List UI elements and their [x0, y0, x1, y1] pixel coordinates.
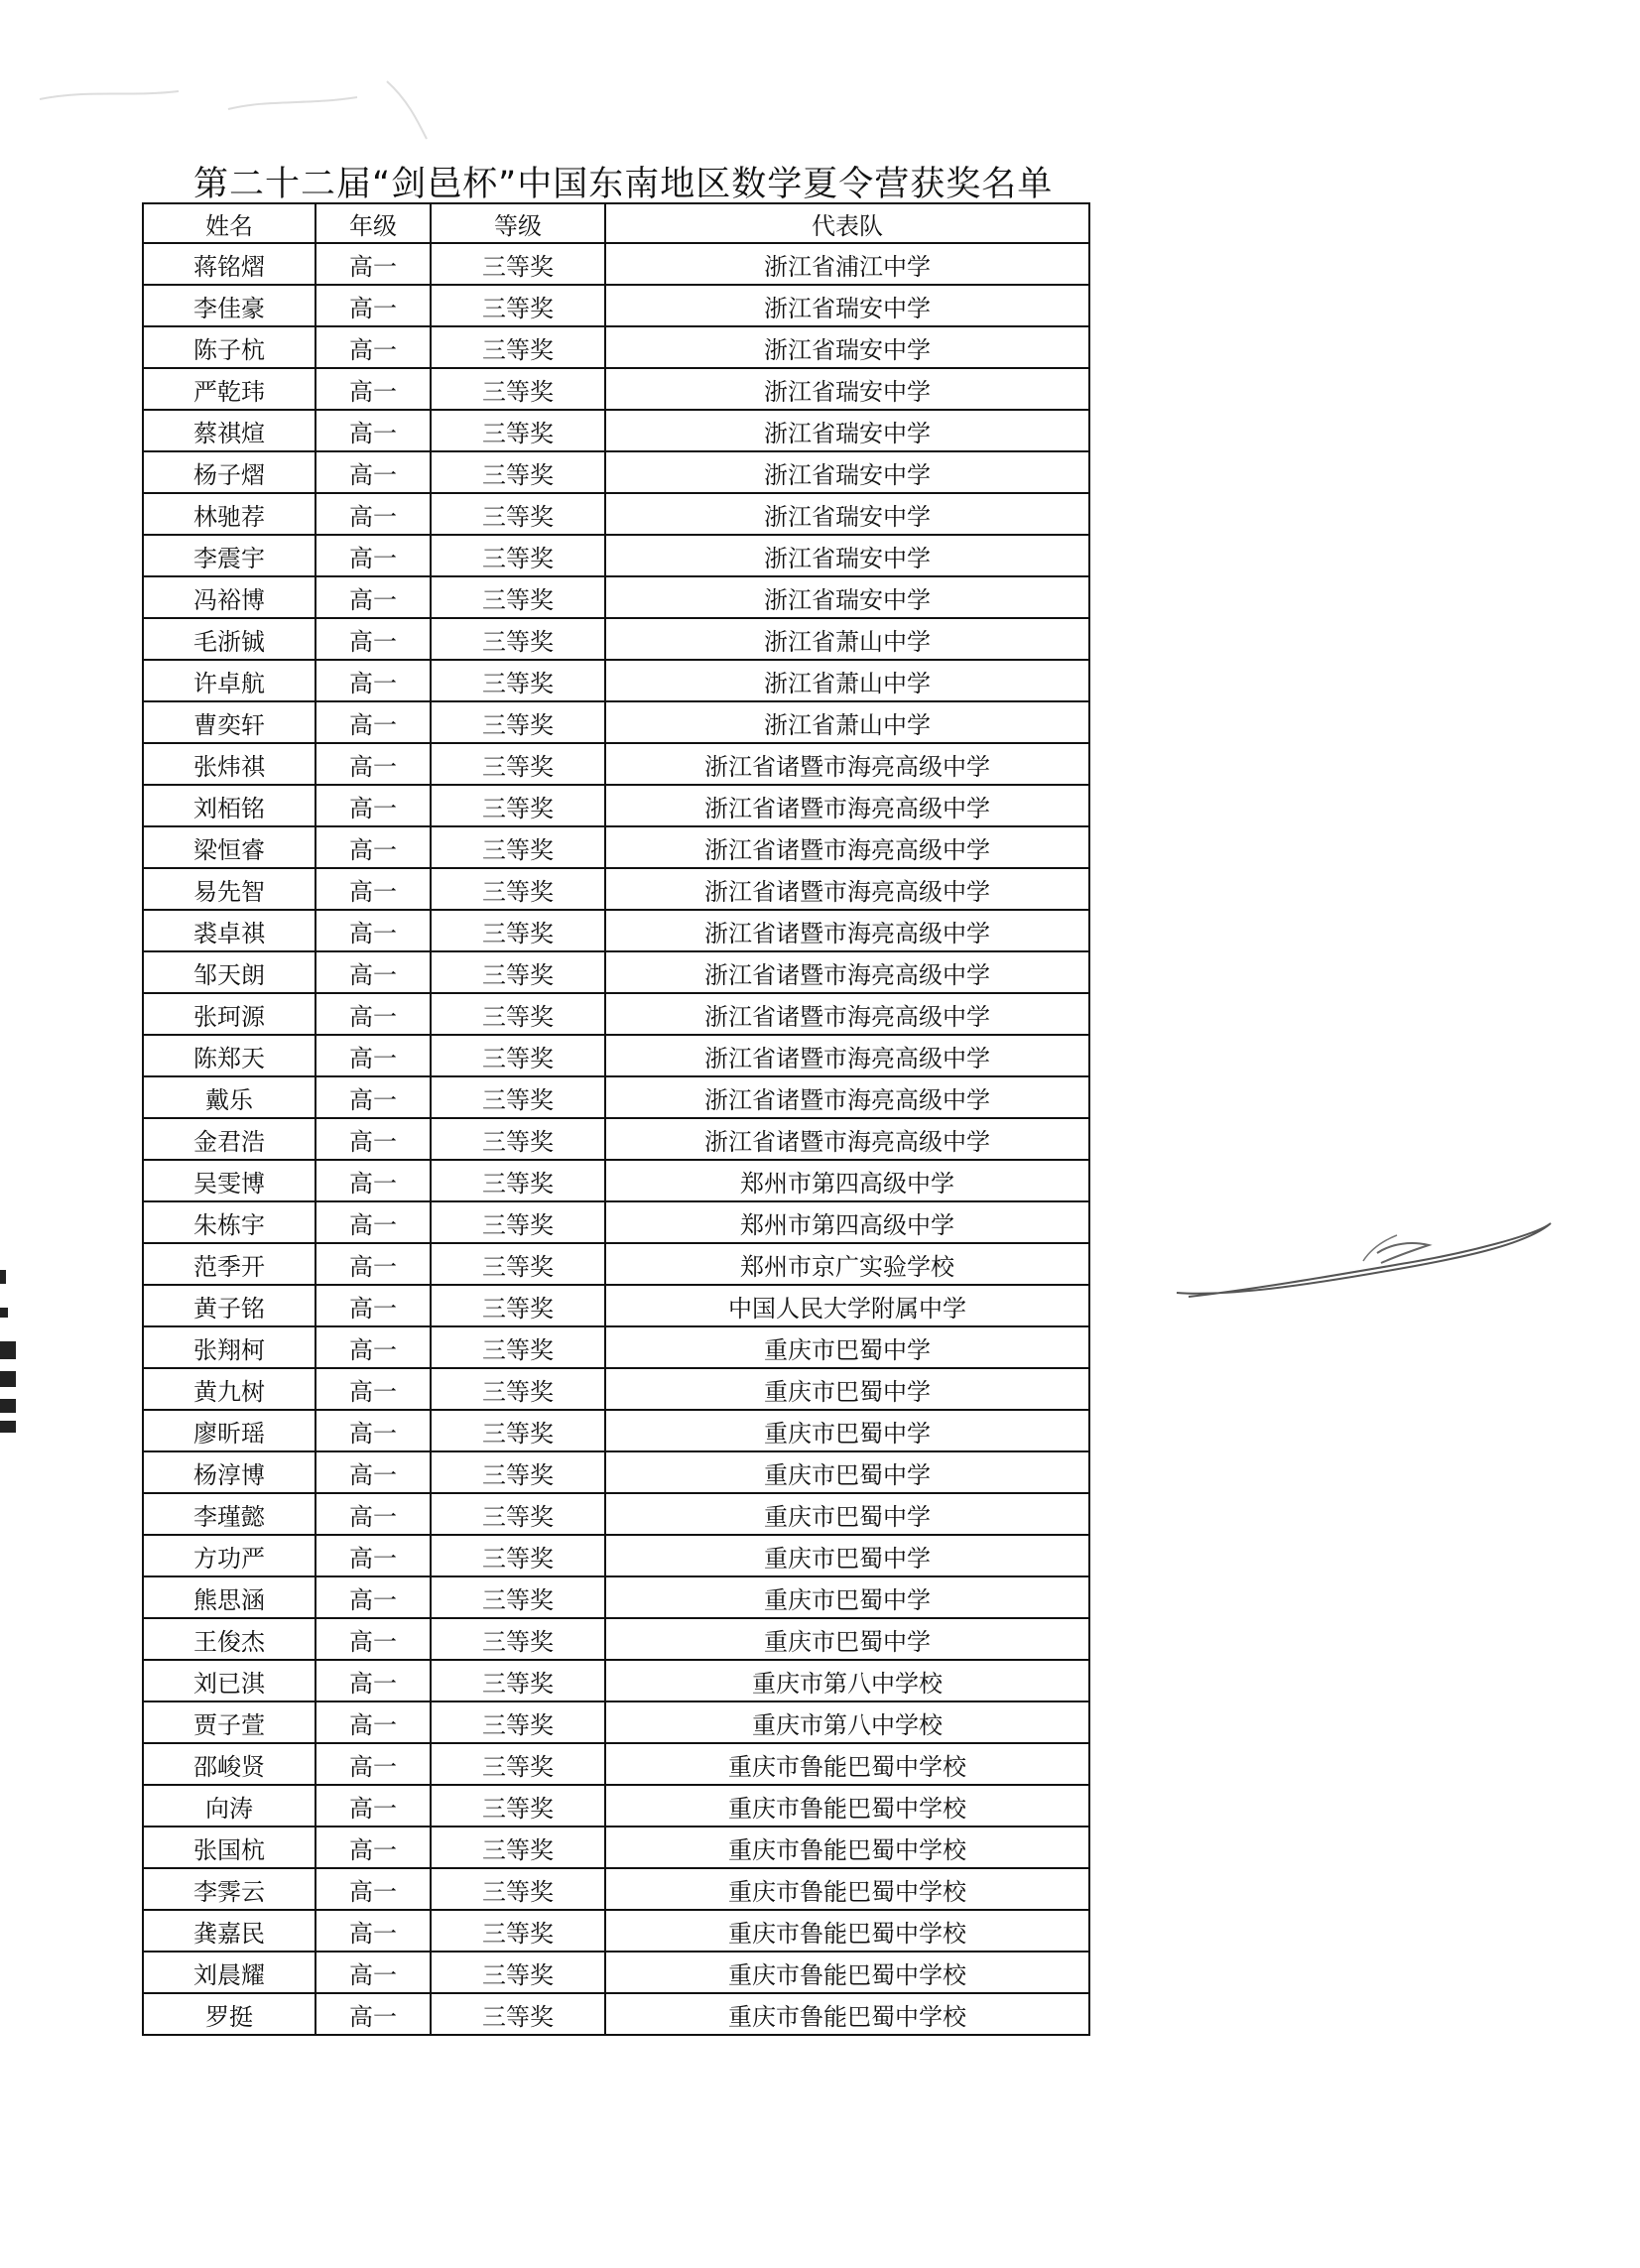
- table-row: [143, 1701, 1089, 1743]
- cell-level: 三等奖: [431, 1660, 605, 1701]
- cell-grade: 高一: [315, 1035, 431, 1076]
- cell-name: 张翔柯: [143, 1326, 315, 1368]
- table-row: [143, 1785, 1089, 1827]
- cell-name: 刘晨耀: [143, 1952, 315, 1993]
- cell-name: 黄子铭: [143, 1285, 315, 1326]
- cell-level: 三等奖: [431, 368, 605, 410]
- cell-level: 三等奖: [431, 1868, 605, 1910]
- cell-name: 张国杭: [143, 1827, 315, 1868]
- table-row: [143, 1201, 1089, 1243]
- scan-edge-mark: [0, 1341, 16, 1359]
- cell-name: 蔡祺煊: [143, 410, 315, 451]
- cell-team: 浙江省诸暨市海亮高级中学: [605, 868, 1089, 910]
- cell-grade: 高一: [315, 1326, 431, 1368]
- cell-name: 龚嘉民: [143, 1910, 315, 1952]
- cell-level: 三等奖: [431, 243, 605, 285]
- cell-level: 三等奖: [431, 910, 605, 951]
- cell-level: 三等奖: [431, 1576, 605, 1618]
- cell-team: 重庆市鲁能巴蜀中学校: [605, 1868, 1089, 1910]
- cell-name: 熊思涵: [143, 1576, 315, 1618]
- cell-team: 重庆市巴蜀中学: [605, 1326, 1089, 1368]
- scan-edge-mark: [0, 1270, 6, 1284]
- cell-grade: 高一: [315, 1743, 431, 1785]
- cell-grade: 高一: [315, 826, 431, 868]
- table-row: [143, 868, 1089, 910]
- cell-level: 三等奖: [431, 1160, 605, 1201]
- cell-team: 重庆市鲁能巴蜀中学校: [605, 1993, 1089, 2035]
- cell-name: 杨子熠: [143, 451, 315, 493]
- cell-level: 三等奖: [431, 826, 605, 868]
- cell-grade: 高一: [315, 243, 431, 285]
- cell-grade: 高一: [315, 1243, 431, 1285]
- cell-team: 重庆市巴蜀中学: [605, 1576, 1089, 1618]
- cell-level: 三等奖: [431, 1993, 605, 2035]
- cell-level: 三等奖: [431, 1118, 605, 1160]
- cell-name: 李佳豪: [143, 285, 315, 326]
- cell-team: 重庆市巴蜀中学: [605, 1368, 1089, 1410]
- cell-grade: 高一: [315, 1076, 431, 1118]
- cell-grade: 高一: [315, 1910, 431, 1952]
- cell-name: 毛浙铖: [143, 618, 315, 660]
- cell-level: 三等奖: [431, 1827, 605, 1868]
- scan-edge-mark: [0, 1421, 16, 1433]
- cell-level: 三等奖: [431, 451, 605, 493]
- cell-name: 廖昕瑶: [143, 1410, 315, 1451]
- cell-team: 浙江省诸暨市海亮高级中学: [605, 743, 1089, 785]
- table-row: [143, 701, 1089, 743]
- table-row: [143, 1618, 1089, 1660]
- cell-grade: 高一: [315, 910, 431, 951]
- cell-level: 三等奖: [431, 1285, 605, 1326]
- table-row: [143, 493, 1089, 535]
- table-row: [143, 285, 1089, 326]
- cell-grade: 高一: [315, 535, 431, 576]
- cell-grade: 高一: [315, 743, 431, 785]
- cell-name: 林驰荐: [143, 493, 315, 535]
- cell-name: 裘卓祺: [143, 910, 315, 951]
- cell-name: 严乾玮: [143, 368, 315, 410]
- cell-name: 邹天朗: [143, 951, 315, 993]
- cell-name: 朱栋宇: [143, 1201, 315, 1243]
- table-row: [143, 1035, 1089, 1076]
- cell-name: 蒋铭熠: [143, 243, 315, 285]
- cell-team: 浙江省诸暨市海亮高级中学: [605, 993, 1089, 1035]
- cell-team: 浙江省瑞安中学: [605, 576, 1089, 618]
- cell-level: 三等奖: [431, 285, 605, 326]
- scan-edge-mark: [0, 1399, 16, 1413]
- cell-name: 李震宇: [143, 535, 315, 576]
- table-row: [143, 243, 1089, 285]
- signature-mark: [1169, 1205, 1566, 1315]
- cell-team: 浙江省萧山中学: [605, 701, 1089, 743]
- cell-name: 许卓航: [143, 660, 315, 701]
- cell-grade: 高一: [315, 410, 431, 451]
- cell-team: 重庆市巴蜀中学: [605, 1618, 1089, 1660]
- cell-grade: 高一: [315, 1785, 431, 1827]
- cell-level: 三等奖: [431, 1952, 605, 1993]
- table-row: [143, 368, 1089, 410]
- table-row: [143, 660, 1089, 701]
- cell-level: 三等奖: [431, 618, 605, 660]
- cell-level: 三等奖: [431, 1201, 605, 1243]
- cell-level: 三等奖: [431, 1743, 605, 1785]
- cell-name: 金君浩: [143, 1118, 315, 1160]
- cell-team: 浙江省浦江中学: [605, 243, 1089, 285]
- table-row: [143, 1743, 1089, 1785]
- cell-name: 李霁云: [143, 1868, 315, 1910]
- table-row: [143, 618, 1089, 660]
- table-row: [143, 1076, 1089, 1118]
- cell-team: 浙江省瑞安中学: [605, 410, 1089, 451]
- table-row: [143, 535, 1089, 576]
- cell-level: 三等奖: [431, 1410, 605, 1451]
- cell-team: 重庆市巴蜀中学: [605, 1493, 1089, 1535]
- cell-level: 三等奖: [431, 1618, 605, 1660]
- cell-level: 三等奖: [431, 868, 605, 910]
- cell-grade: 高一: [315, 1451, 431, 1493]
- cell-level: 三等奖: [431, 1326, 605, 1368]
- cell-grade: 高一: [315, 576, 431, 618]
- cell-team: 浙江省瑞安中学: [605, 535, 1089, 576]
- cell-grade: 高一: [315, 951, 431, 993]
- cell-grade: 高一: [315, 326, 431, 368]
- table-row: [143, 1410, 1089, 1451]
- cell-level: 三等奖: [431, 535, 605, 576]
- cell-level: 三等奖: [431, 1035, 605, 1076]
- cell-team: 重庆市鲁能巴蜀中学校: [605, 1785, 1089, 1827]
- cell-level: 三等奖: [431, 1451, 605, 1493]
- cell-name: 张炜祺: [143, 743, 315, 785]
- cell-team: 重庆市鲁能巴蜀中学校: [605, 1827, 1089, 1868]
- cell-grade: 高一: [315, 1535, 431, 1576]
- table-row: [143, 1368, 1089, 1410]
- cell-team: 郑州市第四高级中学: [605, 1201, 1089, 1243]
- cell-name: 曹奕轩: [143, 701, 315, 743]
- cell-team: 郑州市京广实验学校: [605, 1243, 1089, 1285]
- cell-grade: 高一: [315, 1576, 431, 1618]
- cell-level: 三等奖: [431, 785, 605, 826]
- cell-team: 浙江省瑞安中学: [605, 451, 1089, 493]
- cell-team: 重庆市鲁能巴蜀中学校: [605, 1910, 1089, 1952]
- cell-name: 黄九树: [143, 1368, 315, 1410]
- cell-grade: 高一: [315, 1493, 431, 1535]
- scan-edge-mark: [0, 1371, 16, 1387]
- cell-level: 三等奖: [431, 951, 605, 993]
- cell-name: 吴雯博: [143, 1160, 315, 1201]
- column-header-name: 姓名: [143, 203, 315, 243]
- cell-grade: 高一: [315, 1993, 431, 2035]
- cell-name: 向涛: [143, 1785, 315, 1827]
- cell-level: 三等奖: [431, 1493, 605, 1535]
- cell-team: 浙江省诸暨市海亮高级中学: [605, 1118, 1089, 1160]
- cell-grade: 高一: [315, 868, 431, 910]
- table-header-row: [143, 203, 1089, 243]
- cell-team: 重庆市第八中学校: [605, 1701, 1089, 1743]
- cell-grade: 高一: [315, 451, 431, 493]
- table-body: [143, 243, 1089, 2035]
- column-header-team: 代表队: [605, 203, 1089, 243]
- cell-level: 三等奖: [431, 660, 605, 701]
- column-header-grade: 年级: [315, 203, 431, 243]
- cell-grade: 高一: [315, 285, 431, 326]
- scan-edge-mark: [0, 1308, 8, 1318]
- cell-grade: 高一: [315, 1827, 431, 1868]
- table-row: [143, 1160, 1089, 1201]
- table-row: [143, 1493, 1089, 1535]
- scan-smudge-mark: [30, 69, 446, 149]
- cell-grade: 高一: [315, 1285, 431, 1326]
- cell-name: 贾子萱: [143, 1701, 315, 1743]
- cell-team: 浙江省诸暨市海亮高级中学: [605, 1076, 1089, 1118]
- cell-team: 郑州市第四高级中学: [605, 1160, 1089, 1201]
- cell-grade: 高一: [315, 493, 431, 535]
- cell-team: 中国人民大学附属中学: [605, 1285, 1089, 1326]
- cell-grade: 高一: [315, 368, 431, 410]
- cell-team: 重庆市巴蜀中学: [605, 1451, 1089, 1493]
- cell-name: 李瑾懿: [143, 1493, 315, 1535]
- table-row: [143, 1243, 1089, 1285]
- table-row: [143, 1952, 1089, 1993]
- award-table: [142, 202, 1090, 2036]
- cell-team: 浙江省萧山中学: [605, 660, 1089, 701]
- cell-grade: 高一: [315, 618, 431, 660]
- cell-grade: 高一: [315, 1410, 431, 1451]
- column-header-level: 等级: [431, 203, 605, 243]
- table-row: [143, 1535, 1089, 1576]
- cell-level: 三等奖: [431, 1785, 605, 1827]
- cell-level: 三等奖: [431, 410, 605, 451]
- table-row: [143, 1868, 1089, 1910]
- cell-team: 浙江省瑞安中学: [605, 326, 1089, 368]
- cell-level: 三等奖: [431, 1910, 605, 1952]
- cell-level: 三等奖: [431, 1368, 605, 1410]
- cell-name: 杨淳博: [143, 1451, 315, 1493]
- cell-team: 重庆市巴蜀中学: [605, 1410, 1089, 1451]
- cell-team: 浙江省瑞安中学: [605, 368, 1089, 410]
- cell-grade: 高一: [315, 701, 431, 743]
- table-row: [143, 1285, 1089, 1326]
- cell-team: 重庆市巴蜀中学: [605, 1535, 1089, 1576]
- cell-level: 三等奖: [431, 1076, 605, 1118]
- cell-name: 戴乐: [143, 1076, 315, 1118]
- table-row: [143, 1576, 1089, 1618]
- cell-grade: 高一: [315, 1118, 431, 1160]
- cell-name: 范季开: [143, 1243, 315, 1285]
- cell-grade: 高一: [315, 1660, 431, 1701]
- cell-level: 三等奖: [431, 493, 605, 535]
- cell-name: 刘已淇: [143, 1660, 315, 1701]
- table-row: [143, 326, 1089, 368]
- cell-level: 三等奖: [431, 1243, 605, 1285]
- cell-level: 三等奖: [431, 576, 605, 618]
- cell-level: 三等奖: [431, 743, 605, 785]
- table-row: [143, 785, 1089, 826]
- cell-name: 邵峻贤: [143, 1743, 315, 1785]
- cell-grade: 高一: [315, 1868, 431, 1910]
- cell-grade: 高一: [315, 785, 431, 826]
- cell-team: 重庆市鲁能巴蜀中学校: [605, 1952, 1089, 1993]
- cell-grade: 高一: [315, 1160, 431, 1201]
- cell-name: 张珂源: [143, 993, 315, 1035]
- table-row: [143, 1118, 1089, 1160]
- table-row: [143, 1326, 1089, 1368]
- cell-level: 三等奖: [431, 1535, 605, 1576]
- cell-name: 王俊杰: [143, 1618, 315, 1660]
- page-title: 第二十二届“剑邑杯”中国东南地区数学夏令营获奖名单: [193, 165, 1054, 204]
- table-row: [143, 951, 1089, 993]
- table-row: [143, 576, 1089, 618]
- cell-team: 浙江省诸暨市海亮高级中学: [605, 785, 1089, 826]
- cell-name: 方功严: [143, 1535, 315, 1576]
- cell-team: 重庆市第八中学校: [605, 1660, 1089, 1701]
- cell-team: 重庆市鲁能巴蜀中学校: [605, 1743, 1089, 1785]
- cell-team: 浙江省诸暨市海亮高级中学: [605, 910, 1089, 951]
- table-row: [143, 1451, 1089, 1493]
- cell-level: 三等奖: [431, 1701, 605, 1743]
- table-row: [143, 993, 1089, 1035]
- cell-name: 罗挺: [143, 1993, 315, 2035]
- cell-level: 三等奖: [431, 326, 605, 368]
- table-row: [143, 743, 1089, 785]
- cell-name: 刘栢铭: [143, 785, 315, 826]
- table-row: [143, 1827, 1089, 1868]
- cell-team: 浙江省诸暨市海亮高级中学: [605, 826, 1089, 868]
- cell-team: 浙江省瑞安中学: [605, 493, 1089, 535]
- table-row: [143, 410, 1089, 451]
- cell-level: 三等奖: [431, 701, 605, 743]
- cell-name: 梁恒睿: [143, 826, 315, 868]
- cell-grade: 高一: [315, 1618, 431, 1660]
- table-row: [143, 1993, 1089, 2035]
- cell-grade: 高一: [315, 1952, 431, 1993]
- cell-team: 浙江省萧山中学: [605, 618, 1089, 660]
- cell-name: 陈郑天: [143, 1035, 315, 1076]
- table-row: [143, 910, 1089, 951]
- cell-grade: 高一: [315, 1701, 431, 1743]
- table-row: [143, 1660, 1089, 1701]
- cell-team: 浙江省瑞安中学: [605, 285, 1089, 326]
- cell-grade: 高一: [315, 1201, 431, 1243]
- cell-name: 陈子杭: [143, 326, 315, 368]
- cell-team: 浙江省诸暨市海亮高级中学: [605, 1035, 1089, 1076]
- table-row: [143, 451, 1089, 493]
- table-row: [143, 826, 1089, 868]
- table-row: [143, 1910, 1089, 1952]
- cell-name: 冯裕博: [143, 576, 315, 618]
- cell-level: 三等奖: [431, 993, 605, 1035]
- cell-grade: 高一: [315, 1368, 431, 1410]
- cell-grade: 高一: [315, 660, 431, 701]
- cell-name: 易先智: [143, 868, 315, 910]
- cell-team: 浙江省诸暨市海亮高级中学: [605, 951, 1089, 993]
- cell-grade: 高一: [315, 993, 431, 1035]
